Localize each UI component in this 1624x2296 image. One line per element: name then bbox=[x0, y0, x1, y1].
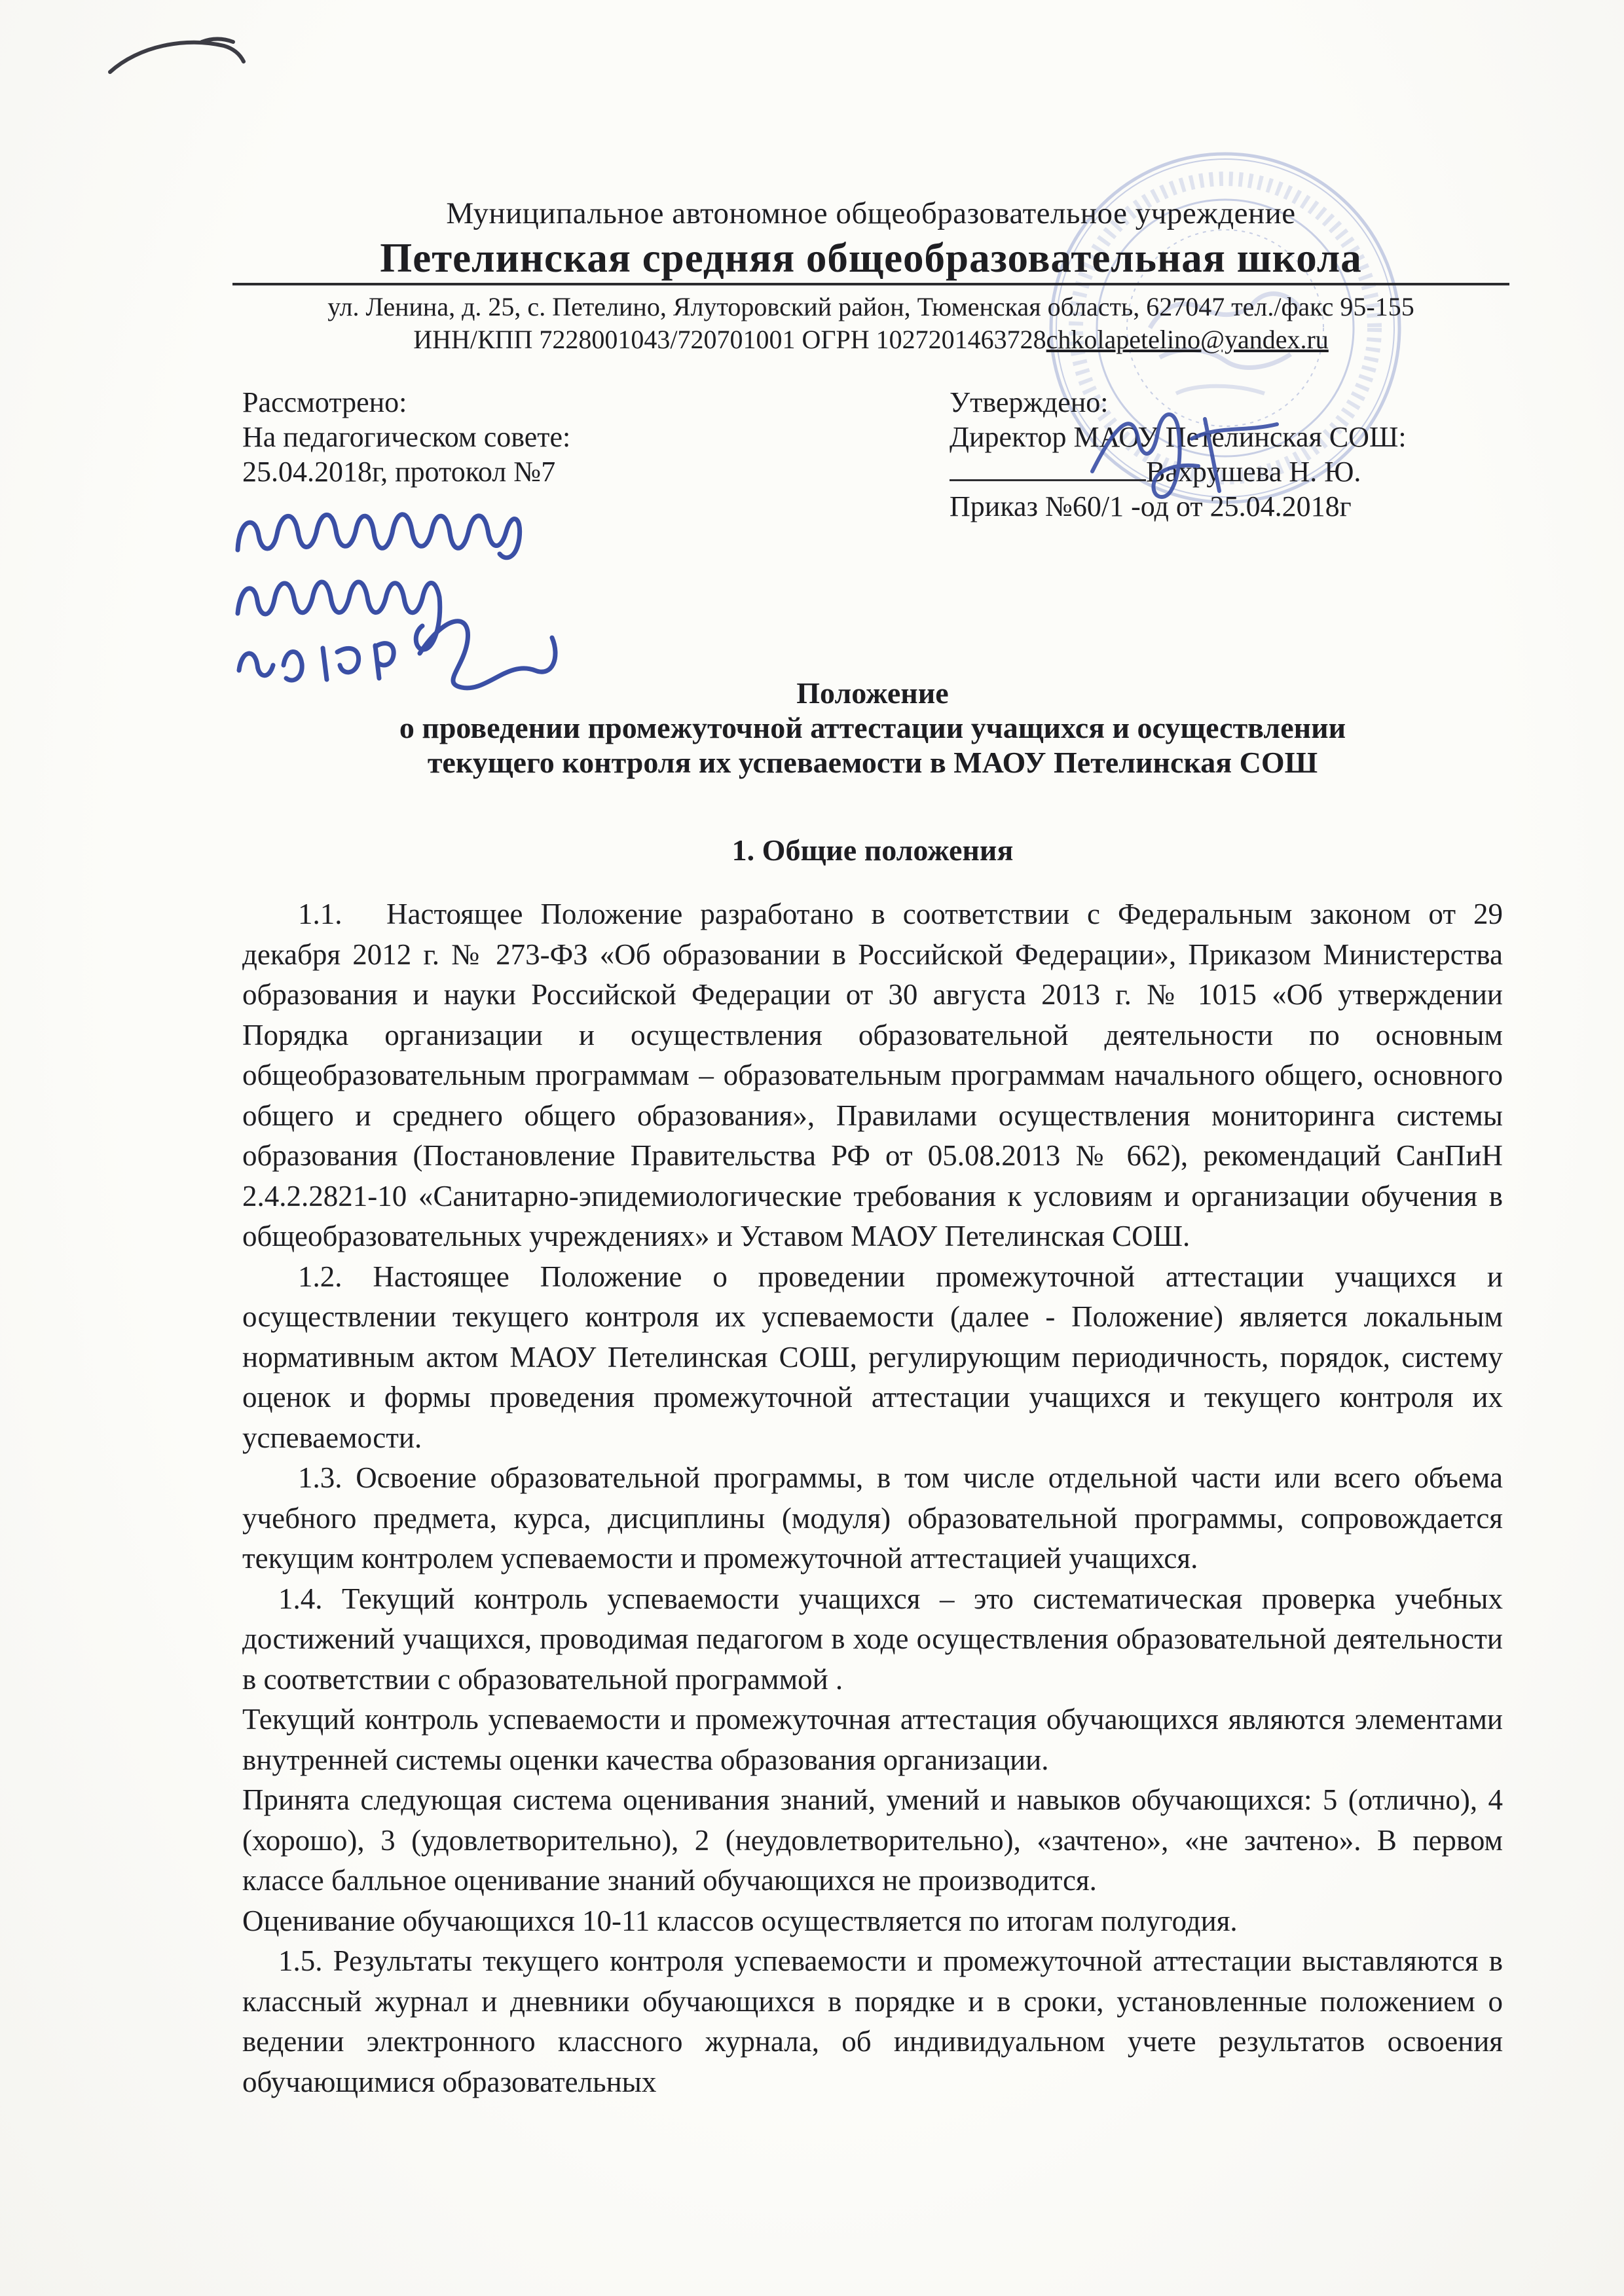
reviewed-body: На педагогическом совете: bbox=[242, 421, 571, 453]
title-line-2: о проведении промежуточной аттестации учащихся и осуществлении bbox=[399, 711, 1346, 744]
paragraph-1-2: 1.2. Настоящее Положение о проведении промежуточной аттестации учащихся и осуществлении текущего контроля их успеваемости (далее - Положение) является локальным нормативным актом МАОУ Петелинская СОШ, регулирующим периодичность, порядок, систему оценок и формы проведения промежуточной аттестации учащихся и текущего контроля их успеваемости. bbox=[242, 1260, 1503, 1454]
approved-label: Утверждено: bbox=[950, 386, 1109, 418]
header-divider bbox=[232, 283, 1509, 285]
document-title bbox=[242, 676, 1503, 780]
title-line-1: Положение bbox=[796, 676, 949, 710]
title-line-3: текущего контроля их успеваемости в МАОУ Петелинская СОШ bbox=[427, 746, 1318, 779]
letterhead bbox=[232, 195, 1509, 356]
director-signature bbox=[1079, 392, 1302, 513]
paragraph-1-4b: Принята следующая система оценивания знаний, умений и навыков обучающихся: 5 (отлично), 4 (хорошо), 3 (удовлетворительно), 2 (неудовлетворительно), «зачтено», «не зачтено». В первом классе балльное оценивание знаний обучающихся не производится. bbox=[242, 1783, 1503, 1897]
pen-mark-icon bbox=[103, 31, 254, 84]
reviewed-label: Рассмотрено: bbox=[242, 386, 407, 418]
paragraph-1-4: 1.4. Текущий контроль успеваемости учащихся – это систематическая проверка учебных достижений учащихся, проводимая педагогом в ходе осуществления образовательной деятельности в соответствии с образовательной программой . bbox=[242, 1582, 1503, 1696]
registration-numbers: ИНН/КПП 7228001043/720701001 ОГРН 1027201463728 bbox=[413, 325, 1046, 354]
org-name-line: Петелинская средняя общеобразовательная школа bbox=[380, 235, 1362, 281]
org-address-line: ул. Ленина, д. 25, с. Петелино, Ялуторовский район, Тюменская область, 627047 тел./факс 95-155 bbox=[327, 292, 1414, 321]
paragraph-1-1: 1.1. Настоящее Положение разработано в соответствии с Федеральным законом от 29 декабря 2012 г. № 273-ФЗ «Об образовании в Российской Федерации», Приказом Министерства образования и науки Российской Федерации от 30 августа 2013 г. № 1015 «Об утверждении Порядка организации и осуществления образовательной деятельности по основным общеобразовательным программам – образовательным программам начального общего, основного общего и среднего общего образования», Правилами осуществления мониторинга системы образования (Постановление Правительства РФ от 05.08.2013 № 662), рекомендаций СанПиН 2.4.2.2821-10 «Санитарно-эпидемиологические требования к условиям и организации обучения в общеобразовательных учреждениях» и Уставом МАОУ Петелинская СОШ. bbox=[242, 898, 1503, 1252]
paragraph-1-3: 1.3. Освоение образовательной программы, в том числе отдельной части или всего объема учебного предмета, курса, дисциплины (модуля) образовательной программы, сопровождается текущим контролем успеваемости и промежуточной аттестацией учащихся. bbox=[242, 1461, 1503, 1575]
signer-name: Вахрушева Н. Ю. bbox=[1146, 456, 1361, 488]
paragraph-1-4c: Оценивание обучающихся 10-11 классов осуществляется по итогам полугодия. bbox=[242, 1904, 1238, 1937]
approved-director-line: Директор МАОУ Петелинская СОШ: bbox=[950, 421, 1407, 453]
paragraph-1-4a: Текущий контроль успеваемости и промежуточная аттестация обучающихся являются элементами внутренней системы оценки качества образования организации. bbox=[242, 1703, 1503, 1776]
handwritten-note bbox=[226, 492, 776, 695]
document-body bbox=[242, 894, 1503, 2102]
email-link: chkolapetelino@yandex.ru bbox=[1046, 325, 1329, 354]
reviewed-date: 25.04.2018г, протокол №7 bbox=[242, 456, 556, 488]
org-type-line: Муниципальное автономное общеобразовательное учреждение bbox=[446, 196, 1296, 230]
paragraph-1-5: 1.5. Результаты текущего контроля успеваемости и промежуточной аттестации выставляются в классный журнал и дневники обучающихся в порядке и в сроки, установленные положением о ведении электронного классного журнала, об индивидуальном учете результатов освоения обучающимися образовательных bbox=[242, 1944, 1503, 2098]
approved-order-line: Приказ №60/1 -од от 25.04.2018г bbox=[950, 490, 1352, 522]
section-heading: 1. Общие положения bbox=[731, 833, 1014, 867]
org-registration-line bbox=[232, 323, 1509, 356]
